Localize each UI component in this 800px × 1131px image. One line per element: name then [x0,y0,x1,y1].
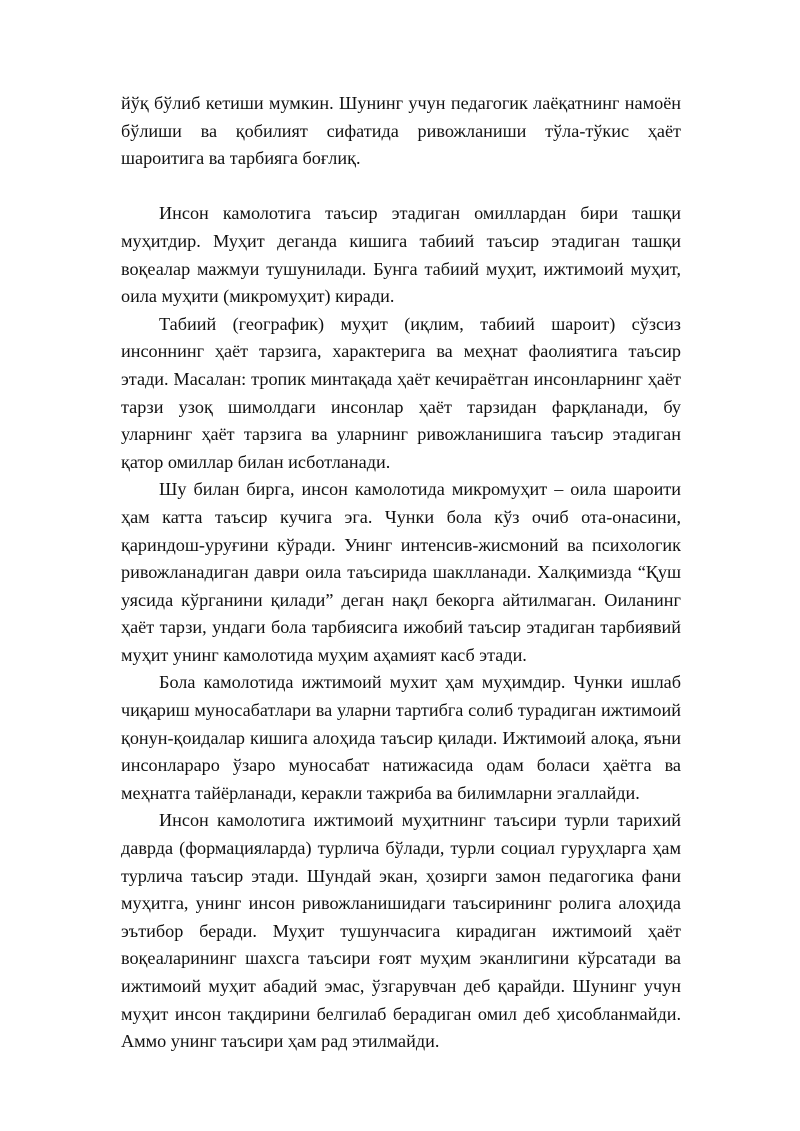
paragraph-natural-environment: Табиий (географик) муҳит (иқлим, табиий шароит) сўзсиз инсоннинг ҳаёт тарзига, характерига ва меҳнат фаолиятига таъсир этади. Масалан: тропик минтақада ҳаёт кечираётган инсонларнинг ҳаёт тарзи узоқ шимолдаги инсонлар ҳаёт тарзидан фарқланади, бу уларнинг ҳаёт тарзига ва уларнинг ривожланишига таъсир этадиган қатор омиллар билан исботланади. [121,313,681,472]
paragraph-continuation: йўқ бўлиб кетиши мумкин. Шунинг учун педагогик лаёқатнинг намоён бўлиши ва қобилият сифатида ривожланиши тўла-тўкис ҳаёт шароитига ва тарбияга боғлиқ. [121,93,681,169]
paragraph-external-environment: Инсон камолотига таъсир этадиган омиллардан бири ташқи муҳитдир. Муҳит деганда кишига табиий таъсир этадиган ташқи воқеалар мажмуи тушунилади. Бунга табиий муҳит, ижтимоий муҳит, оила муҳити (микромуҳит) киради. [121,203,681,307]
document-page [121,90,681,1056]
paragraph-social-environment: Бола камолотида ижтимоий мухит ҳам муҳимдир. Чунки ишлаб чиқариш муносабатлари ва уларни тартибга солиб турадиган ижтимоий қонун-қоидалар кишига алоҳида таъсир қилади. Ижтимоий алоқа, яъни инсонлараро ўзаро муносабат натижасида одам боласи ҳаётга ва меҳнатга тайёрланади, керакли тажриба ва билимларни эгаллайди. [121,672,681,803]
paragraph-historical-influence: Инсон камолотига ижтимоий муҳитнинг таъсири турли тарихий даврда (формацияларда) турлича бўлади, турли социал гуруҳларга ҳам турлича таъсир этади. Шундай экан, ҳозирги замон педагогика фани муҳитга, унинг инсон ривожланишидаги таъсирининг ролига алоҳида эътибор беради. Муҳит тушунчасига кирадиган ижтимоий ҳаёт воқеаларининг шахсга таъсири ғоят муҳим эканлигини кўрсатади ва ижтимоий муҳит абадий эмас, ўзгарувчан деб қарайди. Шунинг учун муҳит инсон тақдирини белгилаб берадиган омил деб ҳисобланмайди. Аммо унинг таъсири ҳам рад этилмайди. [121,810,681,1052]
paragraph-micro-environment: Шу билан бирга, инсон камолотида микромуҳит – оила шароити ҳам катта таъсир кучига эга. Чунки бола кўз очиб ота-онасини, қариндош-уруғини кўради. Унинг интенсив-жисмоний ва психологик ривожланадиган даври оила таъсирида шаклланади. Халқимизда “Қуш уясида кўрганини қилади” деган нақл бекорга айтилмаган. Оиланинг ҳаёт тарзи, ундаги бола тарбиясига ижобий таъсир этадиган тарбиявий муҳит унинг камолотида муҳим аҳамият касб этади. [121,479,681,665]
